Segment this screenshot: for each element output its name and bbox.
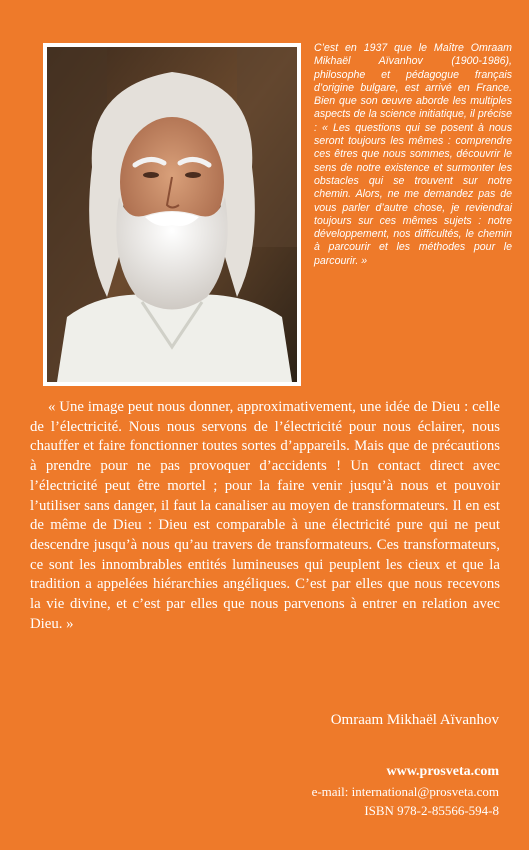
isbn-number: ISBN 978-2-85566-594-8	[364, 803, 499, 818]
publisher-contact	[312, 762, 499, 820]
portrait-photo	[47, 47, 297, 382]
quote-author: Omraam Mikhaël Aïvanhov	[330, 712, 499, 728]
portrait-illustration	[47, 47, 297, 382]
quote-paragraph: « Une image peut nous donner, approximativement, une idée de Dieu : celle de l’électricité. Nous nous servons de l’électricité pour nous éclairer, nous chauffer et faire fonctionner toutes sortes d’appareils. Mais que de précautions à prendre pour ne pas provoquer d’accidents ! Un contact direct avec l’électricité peut être mortel ; pour la faire venir jusqu’à nous et pouvoir l’utiliser sans danger, il faut la canaliser au moyen de transformateurs. Il en est de même de Dieu : Dieu est comparable à une électricité pure qui ne peut descendre jusqu’à nous qu’au travers de transformateurs. Ces transformateurs, ce sont les innombrables entités lumineuses qui peuplent les cieux et que la tradition a appelées hiérarchies angéliques. C’est par elles que nous recevons la vie divine, et c’est par elles que nous parvenons à entrer en relation avec Dieu. »	[30, 399, 500, 632]
portrait-photo-frame	[43, 43, 301, 386]
website-link[interactable]: www.prosveta.com	[386, 764, 499, 779]
author-biography: C’est en 1937 que le Maître Omraam Mikhaël Aïvanhov (1900-1986), philosophe et pédagogue français d’origine bulgare, est arrivé en France. Bien que son œuvre aborde les multiples aspects de la science initiatique, il précise : « Les questions qui se posent à nous seront toujours les mêmes : comprendre ces êtres que nous sommes, découvrir le sens de notre existence et surmonter les obstacles qui se trouvent sur notre chemin. Alors, ne me demandez pas de vous parler d’autre chose, je reviendrai toujours sur ces mêmes sujets : notre développement, nos difficultés, le chemin à parcourir et les méthodes pour le parcourir. »	[314, 42, 512, 267]
email-address[interactable]: e-mail: international@prosveta.com	[311, 784, 499, 799]
